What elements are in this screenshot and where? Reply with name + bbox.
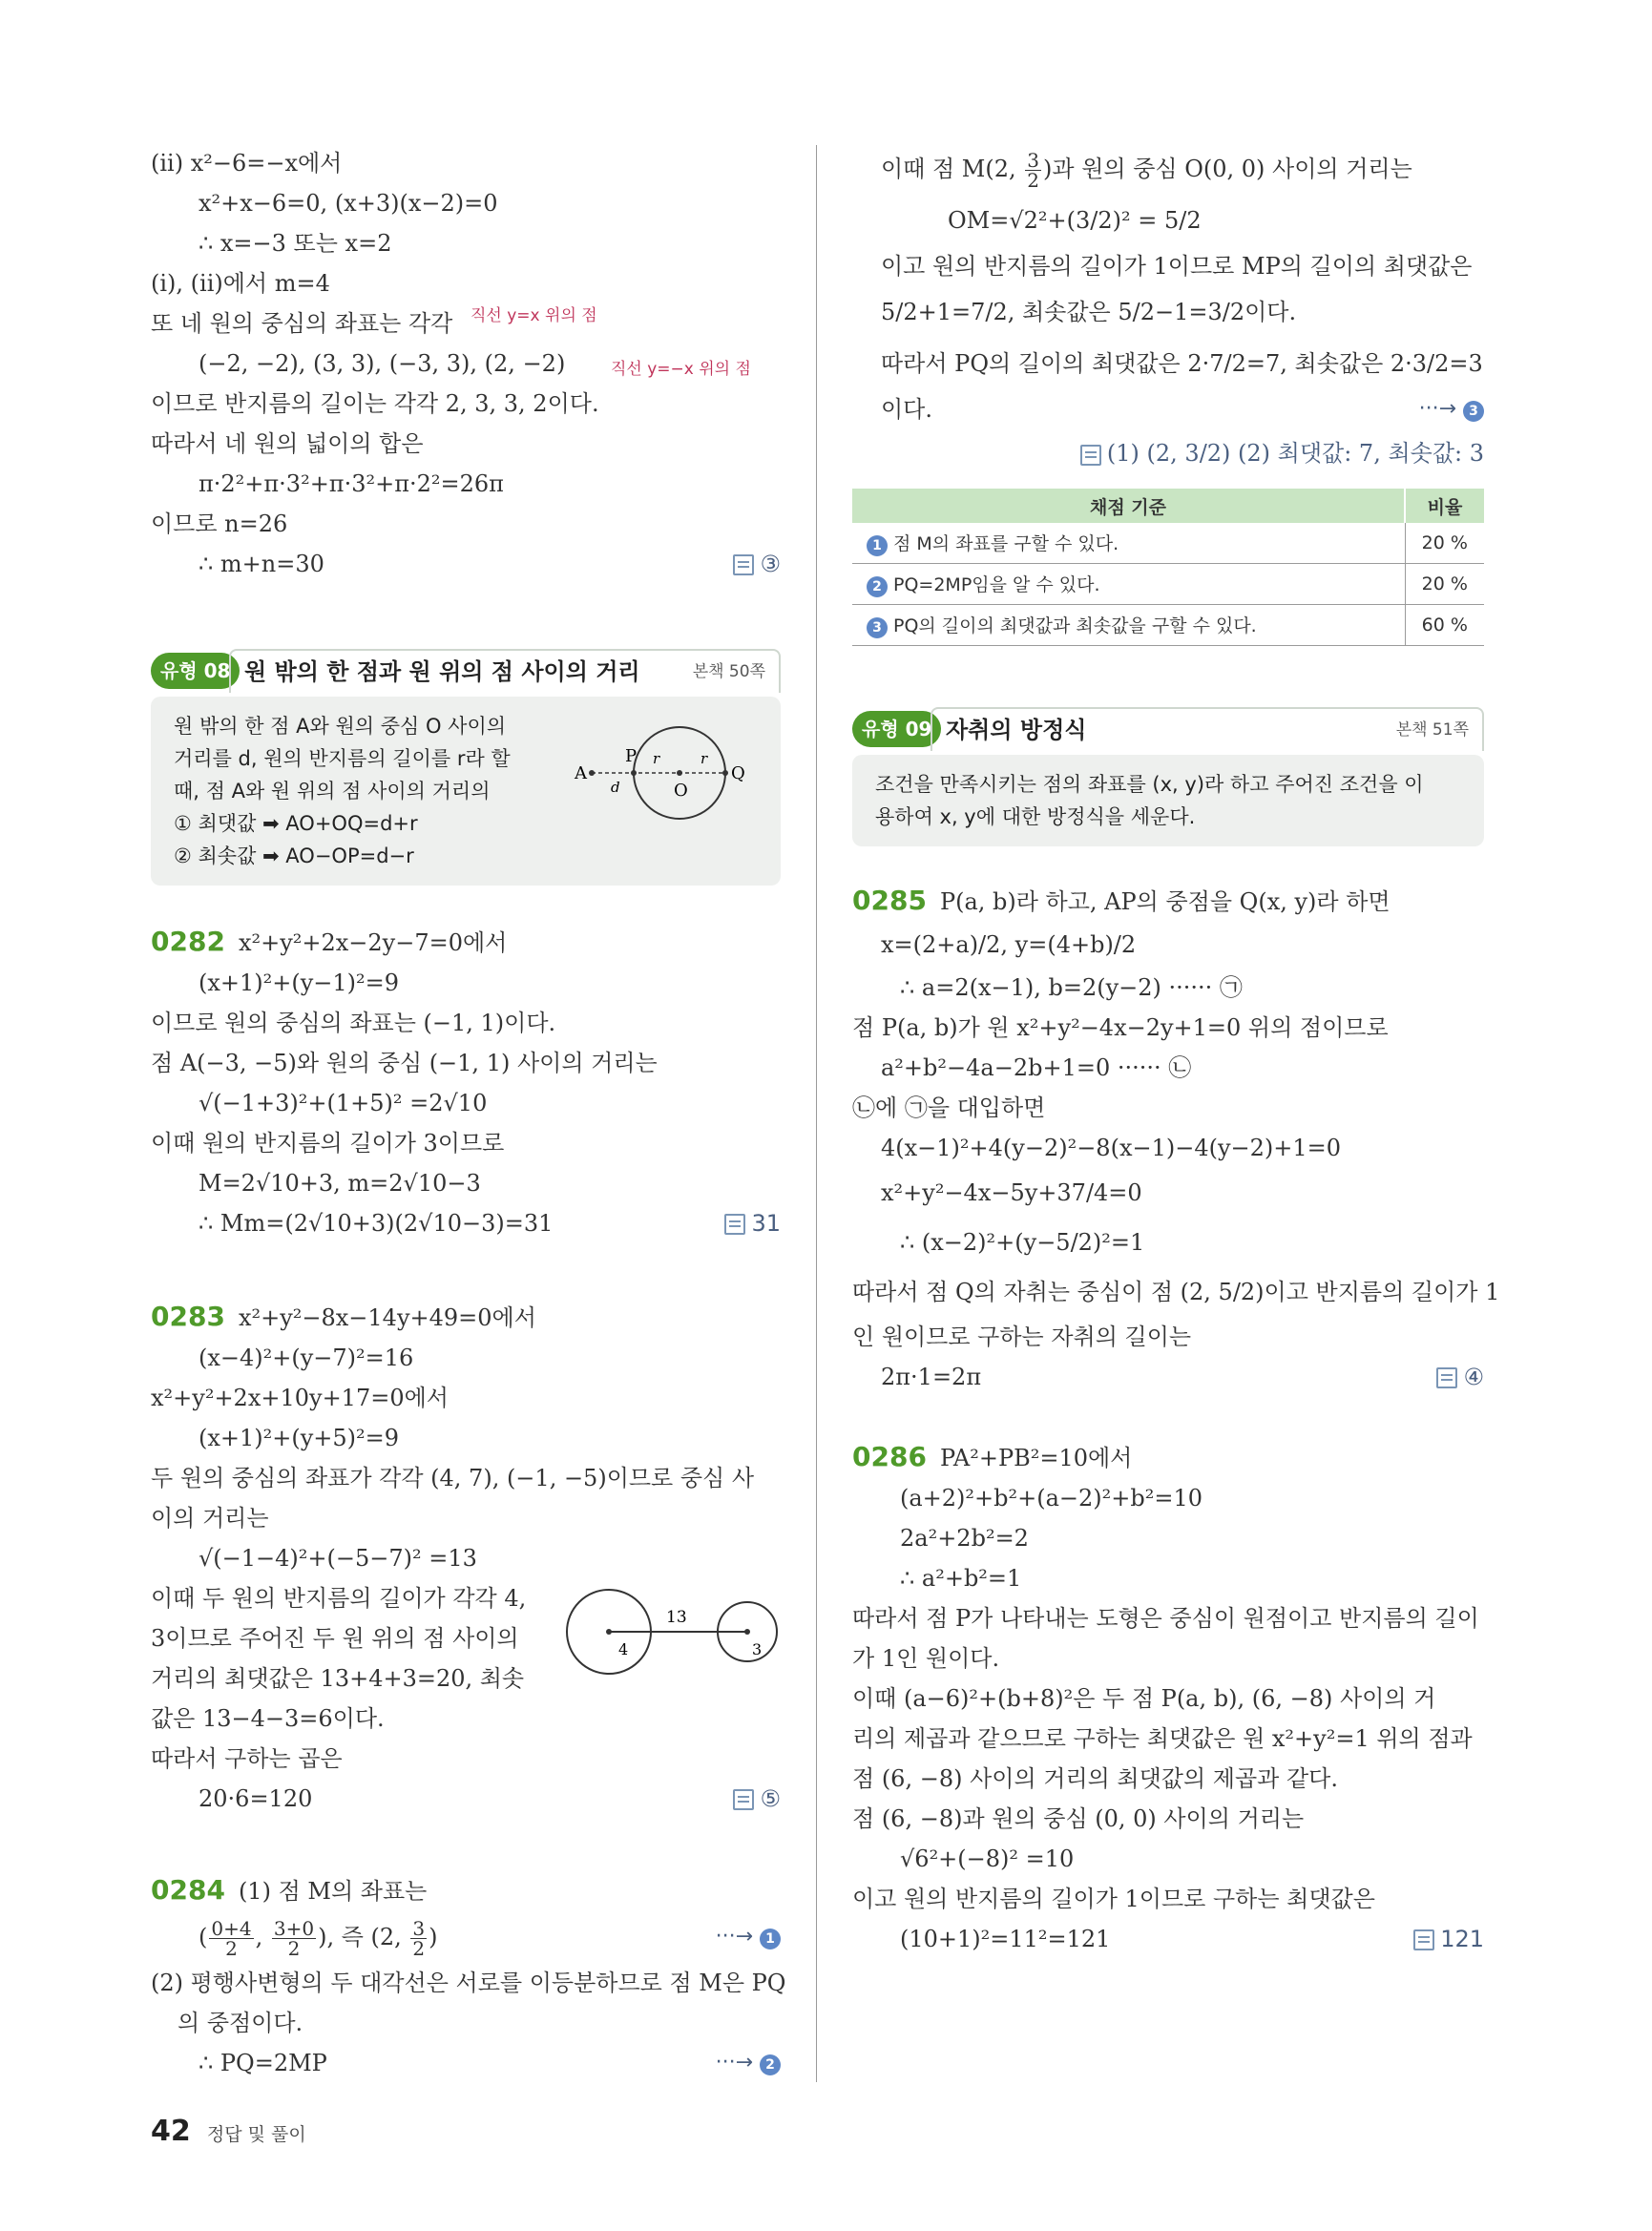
answer-mark (733, 1779, 781, 1819)
text-line: 3이므로 주어진 두 원 위의 점 사이의 (151, 1625, 519, 1652)
answer-icon (724, 1214, 745, 1235)
final-equation: 2π·1=2π (881, 1364, 982, 1390)
section-title-box (931, 707, 1484, 751)
section-title: 자취의 방정식 (946, 717, 1087, 743)
problem-0283-header (151, 1297, 781, 1338)
text-line: 이므로 원의 중심의 좌표는 (−1, 1)이다. (151, 1010, 556, 1036)
text: )과 원의 중심 O(0, 0) 사이의 거리는 (1043, 156, 1412, 182)
circle-distance-diagram (573, 716, 763, 830)
text: 이때 점 M(2, (881, 156, 1016, 182)
text-line: 점 A(−3, −5)와 원의 중심 (−1, 1) 사이의 거리는 (151, 1050, 658, 1076)
text-line: 따라서 네 원의 넓이의 합은 (151, 430, 424, 457)
section-badge: 유형 09 (852, 711, 941, 747)
text-line: √(−1+3)²+(1+5)² =2√10 (199, 1090, 488, 1116)
answer-icon (1413, 1929, 1434, 1950)
table-header-row (852, 489, 1484, 523)
section-header-09 (852, 707, 1484, 755)
denominator: 2 (287, 1937, 301, 1960)
center-right (744, 1629, 750, 1635)
text-line: (a+2)²+b²+(a−2)²+b²=10 (900, 1485, 1203, 1512)
section-title: 원 밖의 한 점과 원 위의 점 사이의 거리 (244, 658, 640, 685)
text-line: 이고 원의 반지름의 길이가 1이므로 구하는 최댓값은 (852, 1886, 1375, 1912)
point-o (677, 770, 682, 776)
text-line: 의 중점이다. (178, 2010, 303, 2036)
section-title-box (229, 649, 781, 693)
problem-number: 0286 (852, 1441, 927, 1472)
denominator: 2 (412, 1937, 426, 1960)
text-line: M=2√10+3, m=2√10−3 (199, 1170, 481, 1197)
table-cell (852, 605, 1405, 646)
problem-number: 0283 (151, 1301, 225, 1332)
numerator: 3+0 (273, 1917, 315, 1940)
final-equation: ∴ Mm=(2√10+3)(2√10−3)=31 (199, 1210, 554, 1237)
text-line: (i), (ii)에서 m=4 (151, 270, 330, 297)
concept-line: ② 최솟값 ➡ AO−OP=d−r (174, 844, 414, 867)
table-cell (852, 523, 1405, 564)
table-cell: 20 % (1405, 523, 1484, 564)
text-line (852, 389, 1484, 429)
text-line-with-annotation (151, 344, 781, 384)
point-a (589, 770, 595, 776)
text-with-diagram (151, 1578, 781, 1739)
final-equation: ∴ m+n=30 (199, 551, 324, 577)
denominator: 2 (225, 1937, 238, 1960)
text-line: (x+1)²+(y−1)²=9 (199, 970, 400, 996)
numerator: 3 (1027, 149, 1040, 172)
answer-line (852, 429, 1484, 477)
step-circle: 2 (867, 576, 888, 597)
two-circles-diagram (561, 1584, 781, 1689)
text: ), 즉 (2, (318, 1924, 402, 1950)
text-line: ∴ a²+b²=1 (900, 1565, 1022, 1592)
text-line: (ii) x²−6=−x에서 (151, 150, 343, 177)
answer-mark (724, 1203, 781, 1243)
concept-line: 거리를 d, 원의 반지름의 길이를 r라 할 (174, 747, 511, 770)
text-line: (x−4)²+(y−7)²=16 (199, 1345, 414, 1371)
text-line: 점 (6, −8) 사이의 거리의 최댓값의 제곱과 같다. (852, 1765, 1338, 1792)
text-line: 따라서 점 Q의 자취는 중심이 점 (2, 5/2)이고 반지름의 길이가 1 (852, 1279, 1500, 1305)
center-left (606, 1629, 612, 1635)
label-r1: r (653, 750, 660, 767)
answer-mark (733, 544, 781, 584)
annotation-line-y-neg-x: 직선 y=−x 위의 점 (611, 360, 751, 379)
table-cell: 20 % (1405, 564, 1484, 605)
answer-mark (1413, 1919, 1484, 1959)
table-header: 채점 기준 (852, 489, 1405, 523)
answer-value: ⑤ (760, 1785, 781, 1812)
section-badge: 유형 08 (151, 653, 240, 689)
step-circle: 3 (867, 617, 888, 638)
step-marker: ···→ 3 (1419, 389, 1484, 429)
problem-number: 0282 (151, 926, 225, 957)
text-line: x²+y²−4x−5y+37/4=0 (881, 1179, 1142, 1206)
answer-icon (733, 554, 754, 575)
point-q (722, 770, 728, 776)
criterion-text: PQ의 길이의 최댓값과 최솟값을 구할 수 있다. (893, 615, 1257, 636)
paren: ( (199, 1924, 208, 1950)
label-4: 4 (618, 1640, 629, 1658)
step-circle: 2 (760, 2054, 781, 2075)
concept-line: 조건을 만족시키는 점의 좌표를 (x, y)라 하고 주어진 조건을 이 (875, 773, 1424, 796)
text-line: P(a, b)라 하고, AP의 중점을 Q(x, y)라 하면 (939, 888, 1391, 915)
text-line: a²+b²−4a−2b+1=0 ······ ㉡ (881, 1054, 1192, 1081)
table-row (852, 605, 1484, 646)
text-line: x²+y²+2x−2y−7=0에서 (238, 929, 508, 956)
numerator: 0+4 (211, 1917, 252, 1940)
text-line: 2a²+2b²=2 (900, 1525, 1029, 1552)
text-line: x²+y²−8x−14y+49=0에서 (238, 1304, 536, 1331)
label-3: 3 (752, 1640, 763, 1658)
label-d: d (611, 779, 620, 796)
text-line: 또 네 원의 중심의 좌표는 각각 (151, 310, 453, 337)
text-line: 두 원의 중심의 좌표가 각각 (4, 7), (−1, −5)이므로 중심 사 (151, 1465, 755, 1491)
concept-box-08 (151, 697, 781, 886)
page-number: 42 (151, 2115, 191, 2148)
concept-line: 원 밖의 한 점 A와 원의 중심 O 사이의 (174, 715, 507, 738)
label-p: P (625, 746, 638, 766)
text-line: ∴ x=−3 또는 x=2 (199, 230, 392, 257)
text-line: 이때 (a−6)²+(b+8)²은 두 점 P(a, b), (6, −8) 사이의 거 (852, 1685, 1436, 1712)
text-line: π·2²+π·3²+π·3²+π·2²=26π (199, 470, 504, 497)
concept-line: ① 최댓값 ➡ AO+OQ=d+r (174, 812, 418, 835)
section-ref: 본책 51쪽 (1395, 720, 1469, 740)
answer-value: 31 (751, 1210, 781, 1237)
text-line: OM=√2²+(3/2)² = 5/2 (948, 207, 1202, 234)
step-circle: 3 (1463, 401, 1484, 422)
text-line (151, 1779, 781, 1819)
text-line: 이므로 반지름의 길이는 각각 2, 3, 3, 2이다. (151, 390, 599, 417)
step-circle: 1 (867, 535, 888, 556)
text-line: 4(x−1)²+4(y−2)²−8(x−1)−4(y−2)+1=0 (881, 1135, 1342, 1161)
concept-line: 때, 점 A와 원 위의 점 사이의 거리의 (174, 780, 491, 803)
answer-icon (1436, 1367, 1457, 1388)
final-equation: 20·6=120 (199, 1785, 313, 1812)
text-line: 이고 원의 반지름의 길이가 1이므로 MP의 길이의 최댓값은 (881, 253, 1473, 280)
step-marker: ···→ 2 (716, 2043, 781, 2083)
problem-0282-header (151, 922, 781, 963)
scoring-table (852, 489, 1484, 646)
criterion-text: 점 M의 좌표를 구할 수 있다. (893, 533, 1119, 554)
text-line: 5/2+1=7/2, 최솟값은 5/2−1=3/2이다. (881, 299, 1297, 325)
step-marker: ···→ 1 (716, 1911, 781, 1963)
text-line: 따라서 구하는 곱은 (151, 1745, 343, 1772)
text-line: 이때 원의 반지름의 길이가 3이므로 (151, 1130, 505, 1157)
concept-line: 용하여 x, y에 대한 방정식을 세운다. (875, 805, 1196, 828)
text-line (852, 143, 1484, 195)
criterion-text: PQ=2MP임을 알 수 있다. (893, 574, 1100, 595)
text-line: 거리의 최댓값은 13+4+3=20, 최솟 (151, 1665, 525, 1692)
fraction (209, 1919, 253, 1958)
section-ref: 본책 50쪽 (692, 662, 765, 681)
fraction (1025, 151, 1041, 190)
text-line (852, 1357, 1484, 1397)
table-header: 비율 (1405, 489, 1484, 523)
text-line: 이므로 n=26 (151, 511, 288, 537)
text-line: x²+x−6=0, (x+3)(x−2)=0 (199, 190, 498, 217)
text-line: √6²+(−8)² =10 (900, 1845, 1075, 1872)
coordinate-line: ( $\frac{0+4}{2}$ , $\frac{3+0}{2}$ ), 즉 (2, $\frac{3}{2}$ ) ···→ 1 (151, 1911, 781, 1963)
step-circle: 1 (760, 1929, 781, 1950)
label-a: A (575, 763, 587, 783)
text-line: (−2, −2), (3, 3), (−3, 3), (2, −2) (199, 350, 566, 377)
final-equation: ∴ PQ=2MP (199, 2050, 327, 2076)
table-cell (852, 564, 1405, 605)
text-line: 따라서 PQ의 길이의 최댓값은 2·7/2=7, 최솟값은 2·3/2=3 (881, 350, 1483, 377)
table-row (852, 523, 1484, 564)
problem-0286-header (852, 1437, 1484, 1478)
text-line: (1) 점 M의 좌표는 (238, 1878, 428, 1905)
text-line: 인 원이므로 구하는 자취의 길이는 (852, 1324, 1192, 1350)
answer-value: 121 (1440, 1926, 1484, 1952)
text-line: 리의 제곱과 같으므로 구하는 최댓값은 원 x²+y²=1 위의 점과 (852, 1725, 1473, 1752)
text-line-with-annotation (151, 303, 781, 344)
right-column (852, 143, 1500, 1959)
text-line: 점 (6, −8)과 원의 중심 (0, 0) 사이의 거리는 (852, 1805, 1305, 1832)
left-column (151, 143, 786, 2083)
point-p (631, 770, 637, 776)
text-line (852, 1919, 1484, 1959)
text: 이다. (881, 396, 932, 423)
column-divider (816, 145, 817, 2082)
answer-mark (1436, 1357, 1484, 1397)
text-line: 점 P(a, b)가 원 x²+y²−4x−2y+1=0 위의 점이므로 (852, 1014, 1389, 1041)
text-line: (2) 평행사변형의 두 대각선은 서로를 이등분하므로 점 M은 PQ (151, 1970, 786, 1996)
answer-icon (733, 1789, 754, 1810)
problem-0285-header (852, 881, 1484, 922)
text-line: (x+1)²+(y+5)²=9 (199, 1425, 400, 1451)
paren: ) (429, 1924, 438, 1950)
final-equation: (10+1)²=11²=121 (900, 1926, 1111, 1952)
text-line: x=(2+a)/2, y=(4+b)/2 (881, 931, 1137, 958)
annotation-line-y-x: 직선 y=x 위의 점 (471, 306, 597, 325)
label-q: Q (731, 763, 745, 783)
section-header-08 (151, 649, 781, 697)
text-line: ㉡에 ㉠을 대입하면 (852, 1095, 1046, 1121)
answer-value: ④ (1463, 1364, 1484, 1390)
text-line: 이의 거리는 (151, 1505, 269, 1532)
answer-icon (1080, 445, 1101, 466)
text-line: 따라서 점 P가 나타내는 도형은 중심이 원점이고 반지름의 길이 (852, 1605, 1479, 1632)
text-line: √(−1−4)²+(−5−7)² =13 (199, 1545, 477, 1572)
problem-number: 0284 (151, 1874, 225, 1906)
concept-box-09 (852, 755, 1484, 846)
table-row (852, 564, 1484, 605)
answer-value: (1) (2, 3/2) (2) 최댓값: 7, 최솟값: 3 (1106, 440, 1484, 467)
text-line (151, 544, 781, 584)
text-line: ∴ a=2(x−1), b=2(y−2) ······ ㉠ (900, 974, 1243, 1001)
numerator: 3 (412, 1917, 426, 1940)
text-line (151, 1203, 781, 1243)
label-13: 13 (666, 1608, 687, 1627)
text-line: 값은 13−4−3=6이다. (151, 1705, 385, 1732)
text-line: ∴ (x−2)²+(y−5/2)²=1 (900, 1229, 1145, 1256)
fraction (410, 1919, 427, 1958)
problem-0284-header (151, 1870, 781, 1911)
text-line (151, 2043, 781, 2083)
label-o: O (674, 781, 688, 801)
table-cell: 60 % (1405, 605, 1484, 646)
problem-number: 0285 (852, 885, 927, 916)
denominator: 2 (1027, 169, 1040, 192)
fraction (272, 1919, 316, 1958)
text-line: 이때 두 원의 반지름의 길이가 각각 4, (151, 1585, 527, 1612)
footer-label: 정답 및 풀이 (206, 2124, 306, 2145)
page-footer (151, 2115, 306, 2148)
text-line: 가 1인 원이다. (852, 1645, 1000, 1672)
text-line: x²+y²+2x+10y+17=0에서 (151, 1385, 449, 1411)
answer-value: ③ (760, 551, 781, 577)
label-r2: r (701, 750, 708, 767)
text-line: PA²+PB²=10에서 (939, 1445, 1133, 1471)
